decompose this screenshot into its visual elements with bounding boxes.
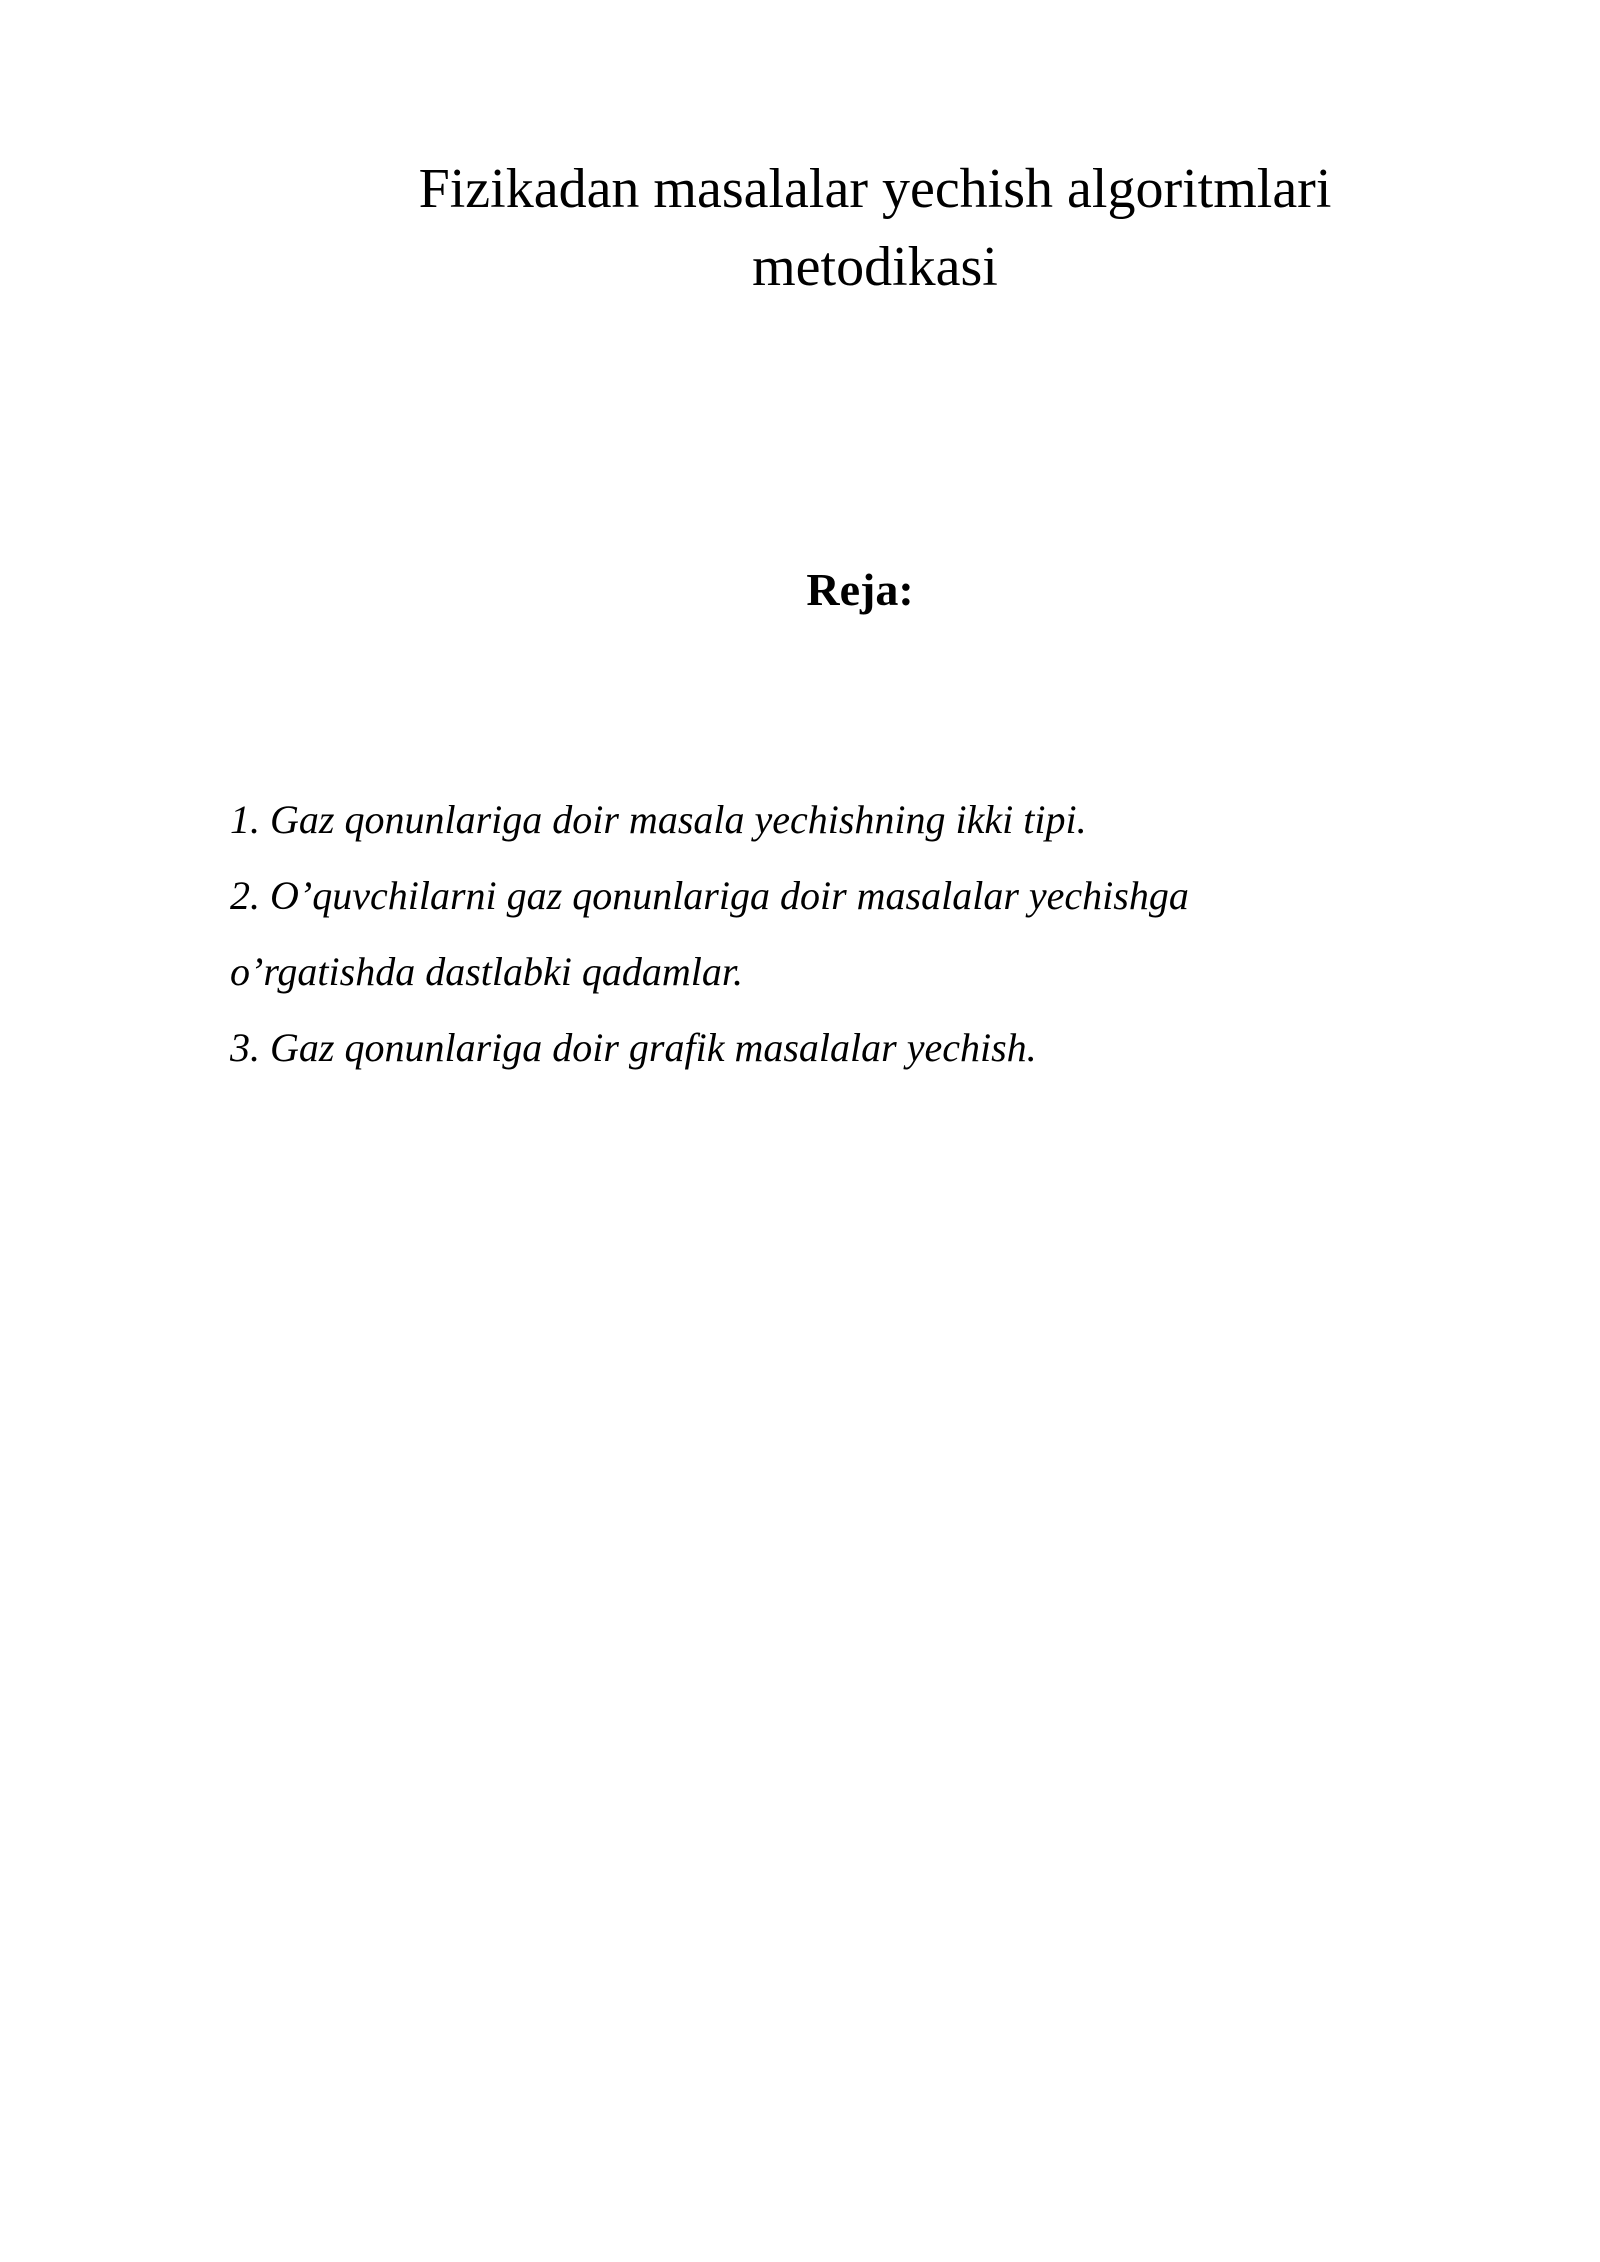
document-title-line-2: metodikasi (752, 236, 998, 298)
plan-line-1: 1. Gaz qonunlariga doir masala yechishning ikki tipi. (230, 797, 1087, 842)
plan-line-2: 2. O’quvchilarni gaz qonunlariga doir masalalar yechishga (230, 873, 1189, 918)
document-title (330, 150, 1420, 306)
document-title-line-1: Fizikadan masalalar yechish algoritmlari (418, 158, 1332, 220)
plan-list (230, 782, 1380, 1086)
plan-line-4: 3. Gaz qonunlariga doir grafik masalalar yechish. (230, 1025, 1037, 1070)
plan-heading: Reja: (806, 564, 914, 615)
plan-line-3: o’rgatishda dastlabki qadamlar. (230, 949, 743, 994)
